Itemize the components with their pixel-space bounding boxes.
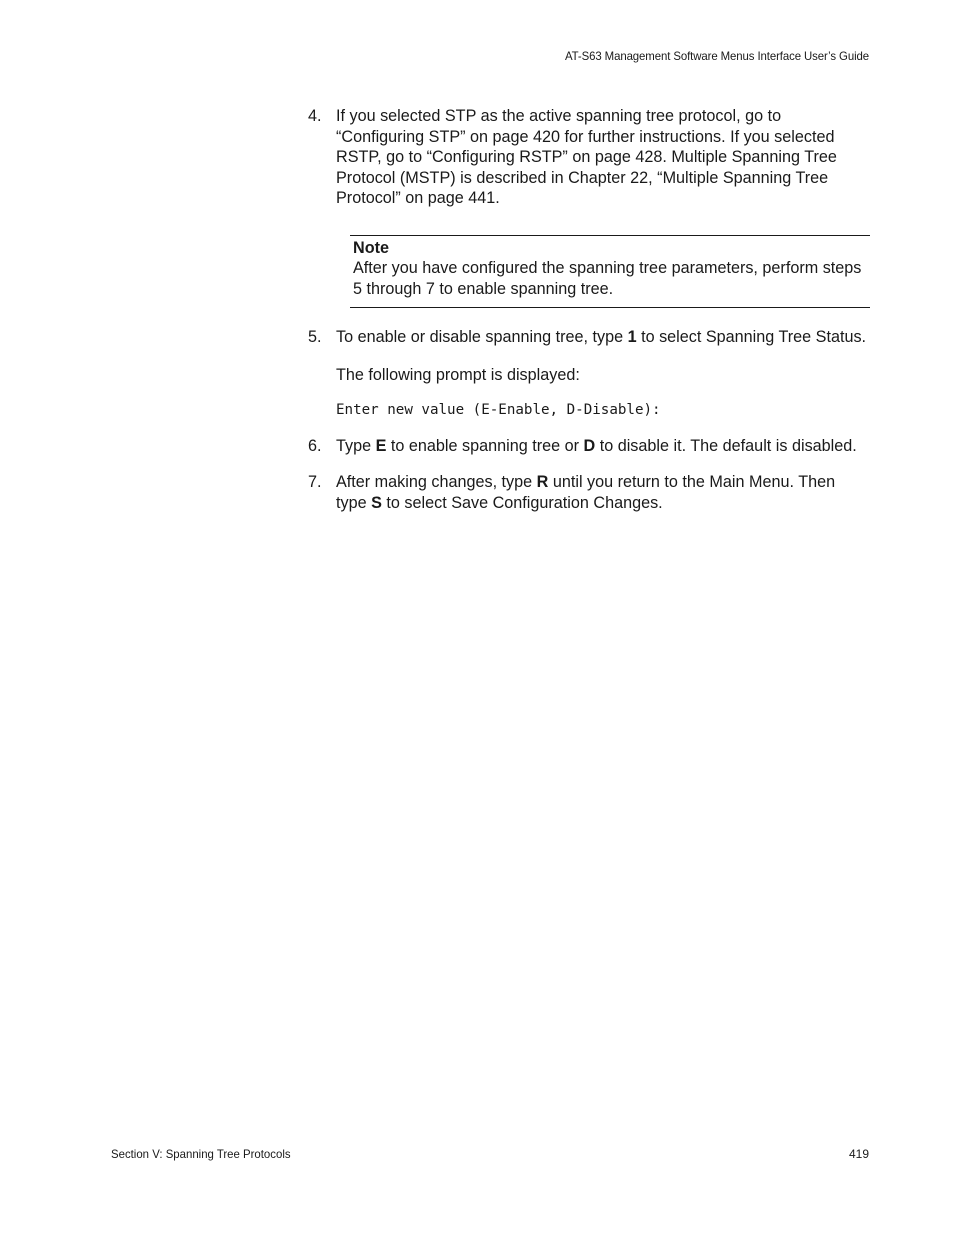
step-text-run: until you return to the Main Menu. Then type (336, 473, 836, 512)
step-text-run: to disable it. The default is disabled. (595, 436, 857, 455)
step-text (336, 327, 870, 348)
step-7 (308, 472, 870, 513)
prompt-intro: The following prompt is displayed: (336, 365, 580, 384)
step-text-run: to select Save Configuration Changes. (381, 493, 663, 512)
running-header: AT-S63 Management Software Menus Interface User’s Guide (565, 49, 869, 63)
note-title: Note (353, 238, 389, 257)
bold-keyword: 1 (627, 328, 637, 346)
step-number: 6. (308, 436, 322, 455)
step-text-run: After making changes, type (336, 473, 537, 491)
step-text-run: To enable or disable spanning tree, type (336, 328, 628, 346)
step-text (336, 436, 870, 457)
note-body: After you have configured the spanning tree parameters, perform steps 5 through 7 to enable spanning tree. (353, 259, 862, 298)
step-number: 5. (308, 328, 322, 346)
step-text (336, 472, 870, 513)
step-text-run: to select Spanning Tree Status. (636, 328, 867, 346)
step-text-run: Type (336, 436, 376, 455)
prompt-code: Enter new value (E-Enable, D-Disable): (336, 402, 661, 418)
step-number: 4. (308, 107, 322, 125)
step-4 (308, 106, 870, 209)
step-5 (308, 327, 870, 348)
step-text-run: to enable spanning tree or (386, 436, 584, 455)
page-content (308, 106, 870, 513)
step-text (336, 106, 870, 209)
bold-keyword: E (375, 436, 387, 455)
footer-section: Section V: Spanning Tree Protocols (111, 1147, 291, 1161)
step-6 (308, 436, 870, 457)
step-text-run: If you selected STP as the active spanning tree protocol, go to “Configuring STP” on page 420 for further instructions. If you selected RSTP, go to “Configuring RSTP” on page 428. Multiple Spanning Tree Protocol (MSTP) is described in Chapter 22, “Multiple Spanning Tree Protocol” on page 441. (336, 107, 837, 207)
note-box (350, 235, 870, 309)
bold-keyword: D (583, 436, 596, 455)
bold-keyword: R (536, 473, 549, 491)
bold-keyword: S (371, 493, 382, 512)
step-number: 7. (308, 473, 322, 491)
page-number: 419 (848, 1147, 869, 1161)
